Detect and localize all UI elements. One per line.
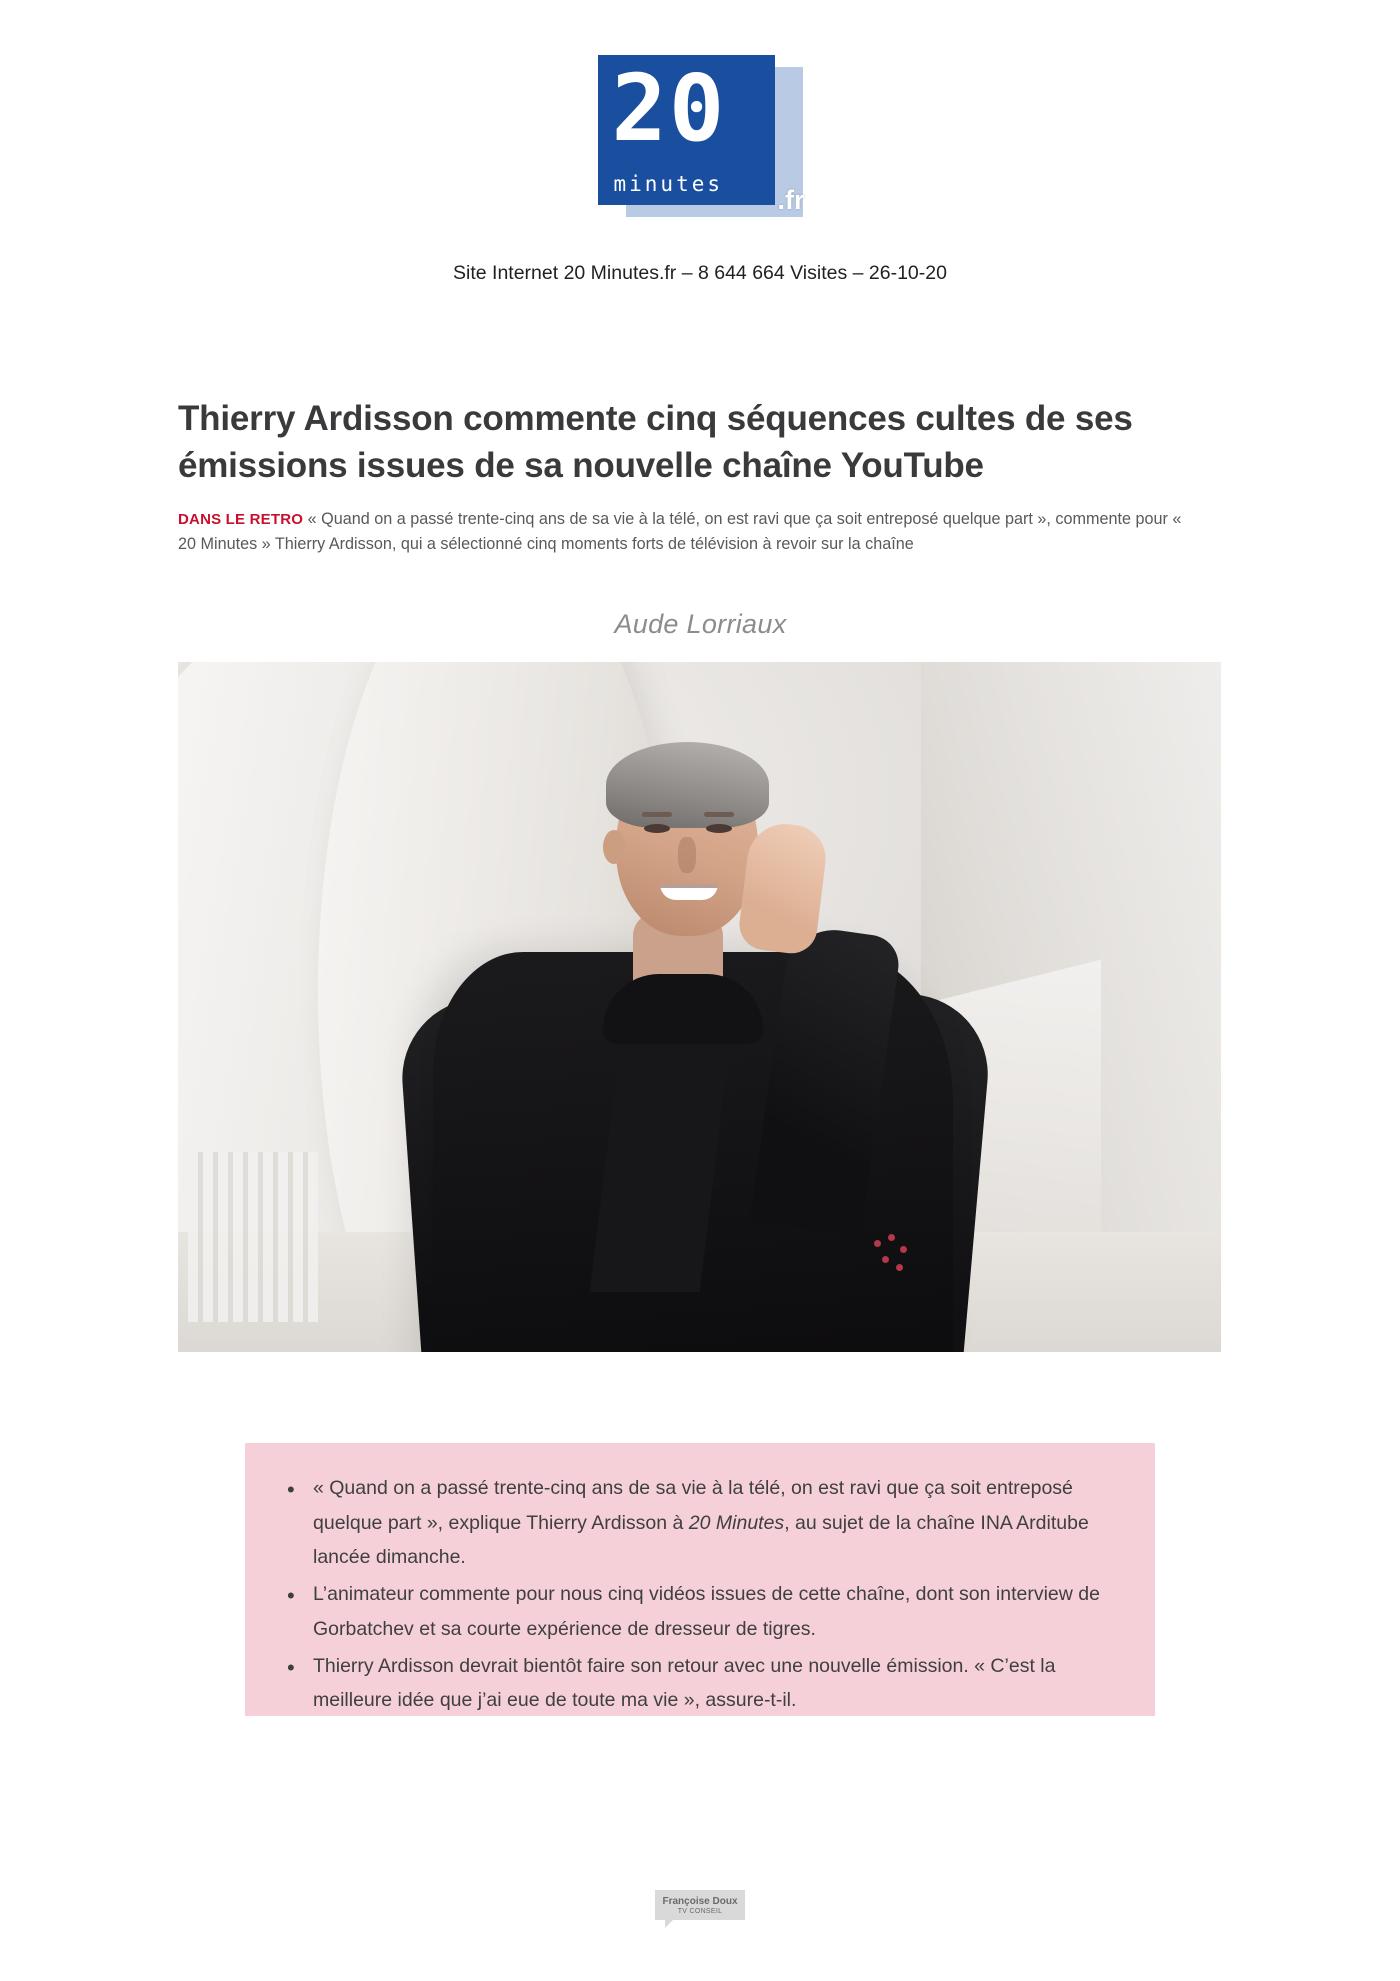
watermark-subtitle: TV CONSEIL: [677, 1907, 723, 1915]
article-body: [178, 396, 1223, 1352]
page-title: Thierry Ardisson commente cinq séquences cultes de ses émissions issues de sa nouvelle chaîne YouTube: [178, 399, 1133, 485]
photo-subject-pocket-square: [870, 1234, 916, 1274]
key-point-text-after: , au sujet de la chaîne INA Arditube lancée dimanche.: [313, 1511, 1089, 1569]
photo-subject-brow-right: [704, 812, 734, 817]
source-line: Site Internet 20 Minutes.fr – 8 644 664 Visites – 26-10-20: [453, 262, 947, 284]
logo-blue-box: [598, 55, 775, 205]
watermark-box: [655, 1890, 745, 1920]
watermark-name: Françoise Doux: [662, 1896, 738, 1907]
logo-number: 20: [611, 55, 727, 162]
key-points-list: [245, 1443, 1155, 1718]
article-photo: [178, 662, 1221, 1352]
photo-subject-collar: [603, 974, 763, 1044]
list-item: [313, 1577, 1101, 1646]
photo-subject-brow-left: [642, 812, 672, 817]
list-item: [313, 1649, 1101, 1718]
key-point-text-before: Thierry Ardisson devrait bientôt faire son retour avec une nouvelle émission. « C’est la meilleure idée que j’ai eue de toute ma vie », assure-t-il.: [313, 1654, 1056, 1712]
list-item: [313, 1471, 1101, 1575]
photo-subject-hair: [606, 742, 769, 828]
standfirst: [178, 507, 1198, 557]
footer-watermark: [0, 1890, 1400, 1920]
photo-subject-mouth: [660, 884, 718, 900]
key-point-text-before: « Quand on a passé trente-cinq ans de sa vie à la télé, on est ravi que ça soit entreposé quelque part », explique Thierry Ardisson à: [313, 1477, 1073, 1534]
photo-subject-nose: [678, 837, 696, 873]
watermark-tail: [665, 1919, 674, 1928]
logo-domain: .fr: [777, 185, 805, 215]
logo-word: minutes: [613, 172, 724, 196]
key-point-italic: 20 Minutes: [688, 1511, 785, 1534]
logo-header: [0, 55, 1400, 220]
kicker-label: DANS LE RETRO: [178, 511, 304, 529]
byline-author: Aude Lorriaux: [614, 609, 787, 640]
standfirst-text: « Quand on a passé trente-cinq ans de sa vie à la télé, on est ravi que ça soit entreposé quelque part », commente pour « 20 Minutes » Thierry Ardisson, qui a sélectionné cinq moments forts de télévision à revoir sur la chaîne: [178, 510, 1182, 554]
20-minutes-logo: [598, 55, 803, 220]
key-point-text-before: L’animateur commente pour nous cinq vidéos issues de cette chaîne, dont son interview de Gorbatchev et sa courte expérience de dresseur de tigres.: [313, 1583, 1100, 1640]
key-points-box: [245, 1443, 1155, 1716]
photo-radiator: [188, 1152, 318, 1322]
